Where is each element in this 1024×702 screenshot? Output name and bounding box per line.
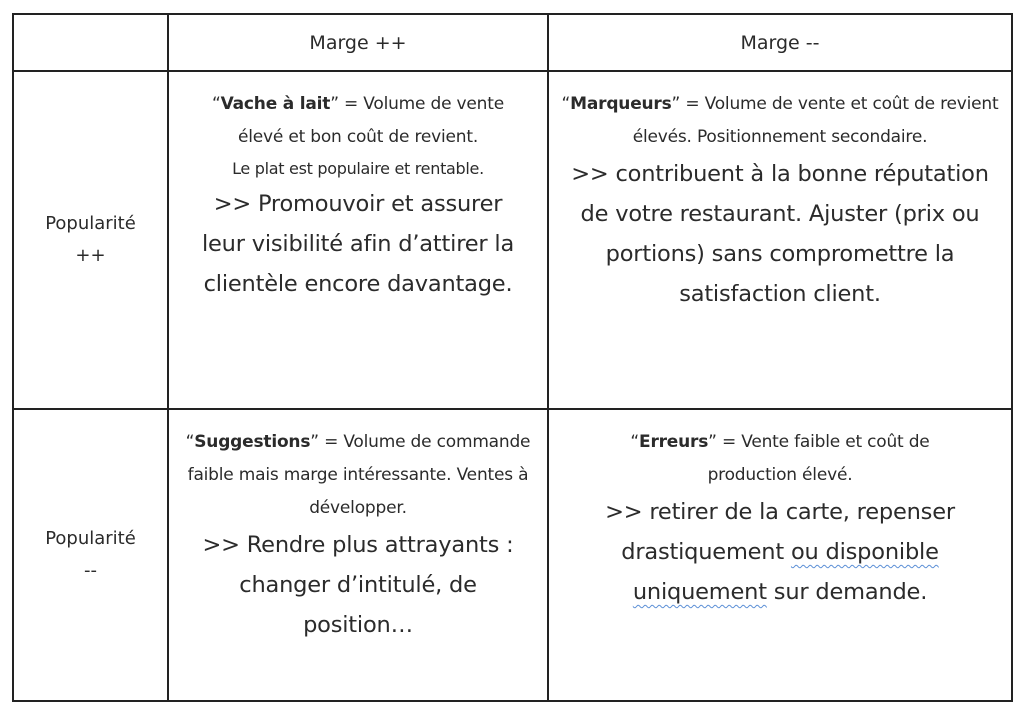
open-quote: “ — [561, 94, 571, 114]
close-quote: ” — [330, 94, 339, 114]
cell-definition — [557, 88, 1003, 154]
cell-vache-a-lait — [168, 71, 548, 409]
header-marge-plus: Marge ++ — [168, 14, 548, 71]
row-header-popularite-plus — [13, 71, 168, 409]
row-header-label: Popularité — [45, 213, 136, 234]
definition-text: = Volume de vente et coût de revient élevés. Positionnement secondaire. — [632, 94, 999, 147]
spellcheck-flagged-text[interactable]: ou disponible — [790, 539, 939, 565]
row-popularite-minus — [13, 409, 1012, 701]
cell-definition — [177, 88, 539, 154]
definition-text: = Vente faible et coût de production élevé. — [707, 432, 930, 485]
cell-action: >> contribuent à la bonne réputation de votre restaurant. Ajuster (prix ou portions) sans compromettre la satisfaction client. — [571, 161, 989, 307]
cell-marqueurs — [548, 71, 1012, 409]
category-name: Marqueurs — [570, 94, 672, 114]
definition-text: = Volume de commande faible mais marge intéressante. Ventes à développer. — [187, 432, 531, 518]
close-quote: ” — [310, 432, 319, 452]
cell-definition — [177, 426, 539, 525]
menu-engineering-matrix — [12, 13, 1013, 702]
category-name: Suggestions — [194, 432, 311, 452]
cell-definition — [557, 426, 1003, 492]
cell-action: >> Rendre plus attrayants : changer d’intitulé, de position… — [202, 532, 514, 638]
cell-action — [557, 492, 1003, 612]
category-name: Erreurs — [639, 432, 709, 452]
open-quote: “ — [185, 432, 195, 452]
definition-text: = Volume de vente élevé et bon coût de revient. — [237, 94, 504, 147]
open-quote: “ — [630, 432, 640, 452]
cell-erreurs — [548, 409, 1012, 701]
close-quote: ” — [708, 432, 717, 452]
cell-note: Le plat est populaire et rentable. — [232, 159, 484, 178]
cell-suggestions — [168, 409, 548, 701]
category-name: Vache à lait — [220, 94, 331, 114]
open-quote: “ — [212, 94, 221, 114]
row-header-sign: -- — [84, 560, 97, 581]
header-marge-minus: Marge -- — [548, 14, 1012, 71]
spellcheck-flagged-text[interactable]: uniquement — [632, 579, 767, 605]
corner-cell — [13, 14, 168, 71]
row-header-label: Popularité — [45, 528, 136, 549]
cell-action: >> Promouvoir et assurer leur visibilité afin d’attirer la clientèle encore davantage. — [201, 191, 515, 297]
header-row — [13, 14, 1012, 71]
row-header-popularite-minus — [13, 409, 168, 701]
row-popularite-plus — [13, 71, 1012, 409]
action-text: >> retirer de la carte, repenser drastiquement — [605, 499, 955, 565]
close-quote: ” — [671, 94, 681, 114]
action-text: sur demande. — [766, 579, 928, 605]
row-header-sign: ++ — [75, 245, 106, 266]
